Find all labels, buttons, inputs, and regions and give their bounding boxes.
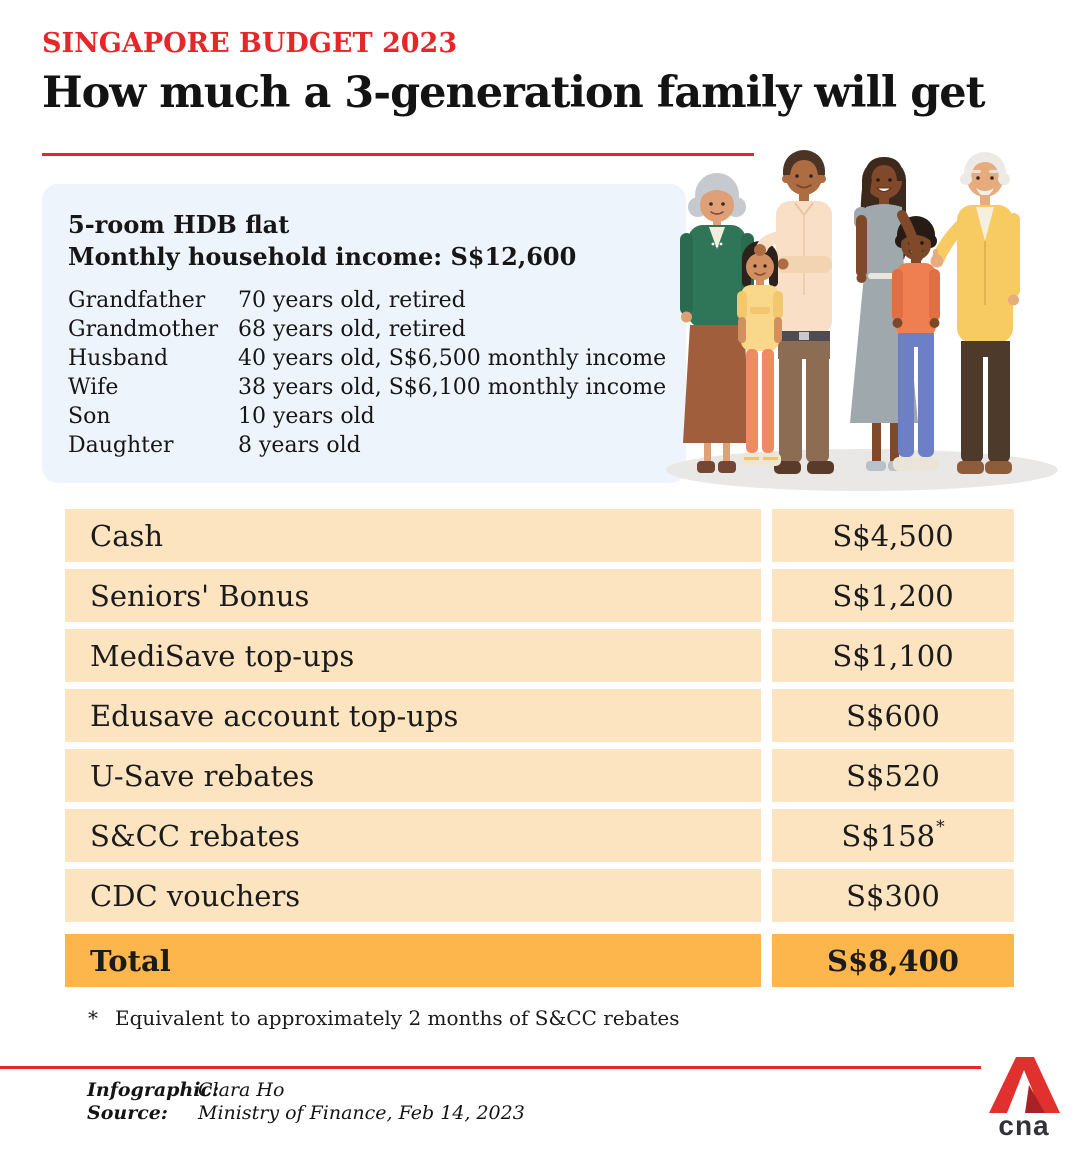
list-item: [68, 315, 686, 344]
row-amount-value: S$158: [841, 818, 936, 853]
row-amount: S$520: [772, 749, 1014, 802]
benefits-table: [65, 509, 1014, 994]
family-members-list: [68, 286, 686, 460]
row-amount: S$300: [772, 869, 1014, 922]
list-item: [68, 373, 686, 402]
credits-block: [87, 1079, 525, 1125]
page-title: How much a 3-generation family will get: [42, 68, 985, 118]
member-detail: 10 years old: [238, 404, 375, 429]
member-role: Grandfather: [68, 288, 206, 313]
flat-type-heading: 5-room HDB flat: [68, 210, 290, 239]
household-info-panel: [42, 184, 686, 483]
credit-value: Ministry of Finance, Feb 14, 2023: [198, 1102, 525, 1124]
credit-infographic: [87, 1079, 525, 1102]
table-row: [65, 809, 1014, 862]
total-label: Total: [65, 934, 761, 987]
member-role: Daughter: [68, 433, 174, 458]
table-row: [65, 869, 1014, 922]
row-amount: S$4,500: [772, 509, 1014, 562]
table-row: [65, 689, 1014, 742]
eyebrow-kicker: SINGAPORE BUDGET 2023: [42, 28, 458, 59]
member-role: Wife: [68, 375, 119, 400]
row-label: Edusave account top-ups: [65, 689, 761, 742]
list-item: [68, 286, 686, 315]
table-row: [65, 629, 1014, 682]
row-label: CDC vouchers: [65, 869, 761, 922]
row-label: S&CC rebates: [65, 809, 761, 862]
member-detail: 40 years old, S$6,500 monthly income: [238, 346, 667, 371]
family-illustration: [652, 145, 1067, 495]
row-label: Seniors' Bonus: [65, 569, 761, 622]
grandfather-figure: [957, 152, 1020, 474]
total-amount: S$8,400: [772, 934, 1014, 987]
row-label: Cash: [65, 509, 761, 562]
footnote-text: Equivalent to approximately 2 months of S&CC rebates: [115, 1006, 680, 1030]
member-detail: 8 years old: [238, 433, 361, 458]
member-role: Son: [68, 404, 111, 429]
list-item: [68, 402, 686, 431]
household-income-heading: Monthly household income: S$12,600: [68, 242, 577, 271]
cna-logo-text: cna: [998, 1110, 1050, 1139]
credit-label: Source:: [87, 1102, 168, 1124]
row-amount: S$1,100: [772, 629, 1014, 682]
table-row: [65, 569, 1014, 622]
row-amount: [772, 809, 1014, 862]
row-label: MediSave top-ups: [65, 629, 761, 682]
footnote-asterisk: *: [88, 1006, 98, 1030]
table-row: [65, 749, 1014, 802]
footnote: [88, 1006, 680, 1030]
list-item: [68, 431, 686, 460]
table-total-row: [65, 934, 1014, 987]
member-role: Grandmother: [68, 317, 219, 342]
list-item: [68, 344, 686, 373]
cna-logo-mark-icon: [989, 1057, 1060, 1113]
footer-divider-rule: [0, 1066, 981, 1069]
credit-value: Clara Ho: [198, 1079, 285, 1101]
row-label: U-Save rebates: [65, 749, 761, 802]
title-divider-rule: [42, 153, 754, 156]
footnote-marker-superscript: *: [936, 816, 945, 837]
credit-label: Infographic:: [87, 1079, 220, 1101]
member-detail: 68 years old, retired: [238, 317, 466, 342]
row-amount: S$1,200: [772, 569, 1014, 622]
table-row: [65, 509, 1014, 562]
cna-logo: [983, 1053, 1063, 1139]
member-detail: 38 years old, S$6,100 monthly income: [238, 375, 667, 400]
credit-source: [87, 1102, 525, 1125]
member-role: Husband: [68, 346, 169, 371]
member-detail: 70 years old, retired: [238, 288, 466, 313]
row-amount: S$600: [772, 689, 1014, 742]
